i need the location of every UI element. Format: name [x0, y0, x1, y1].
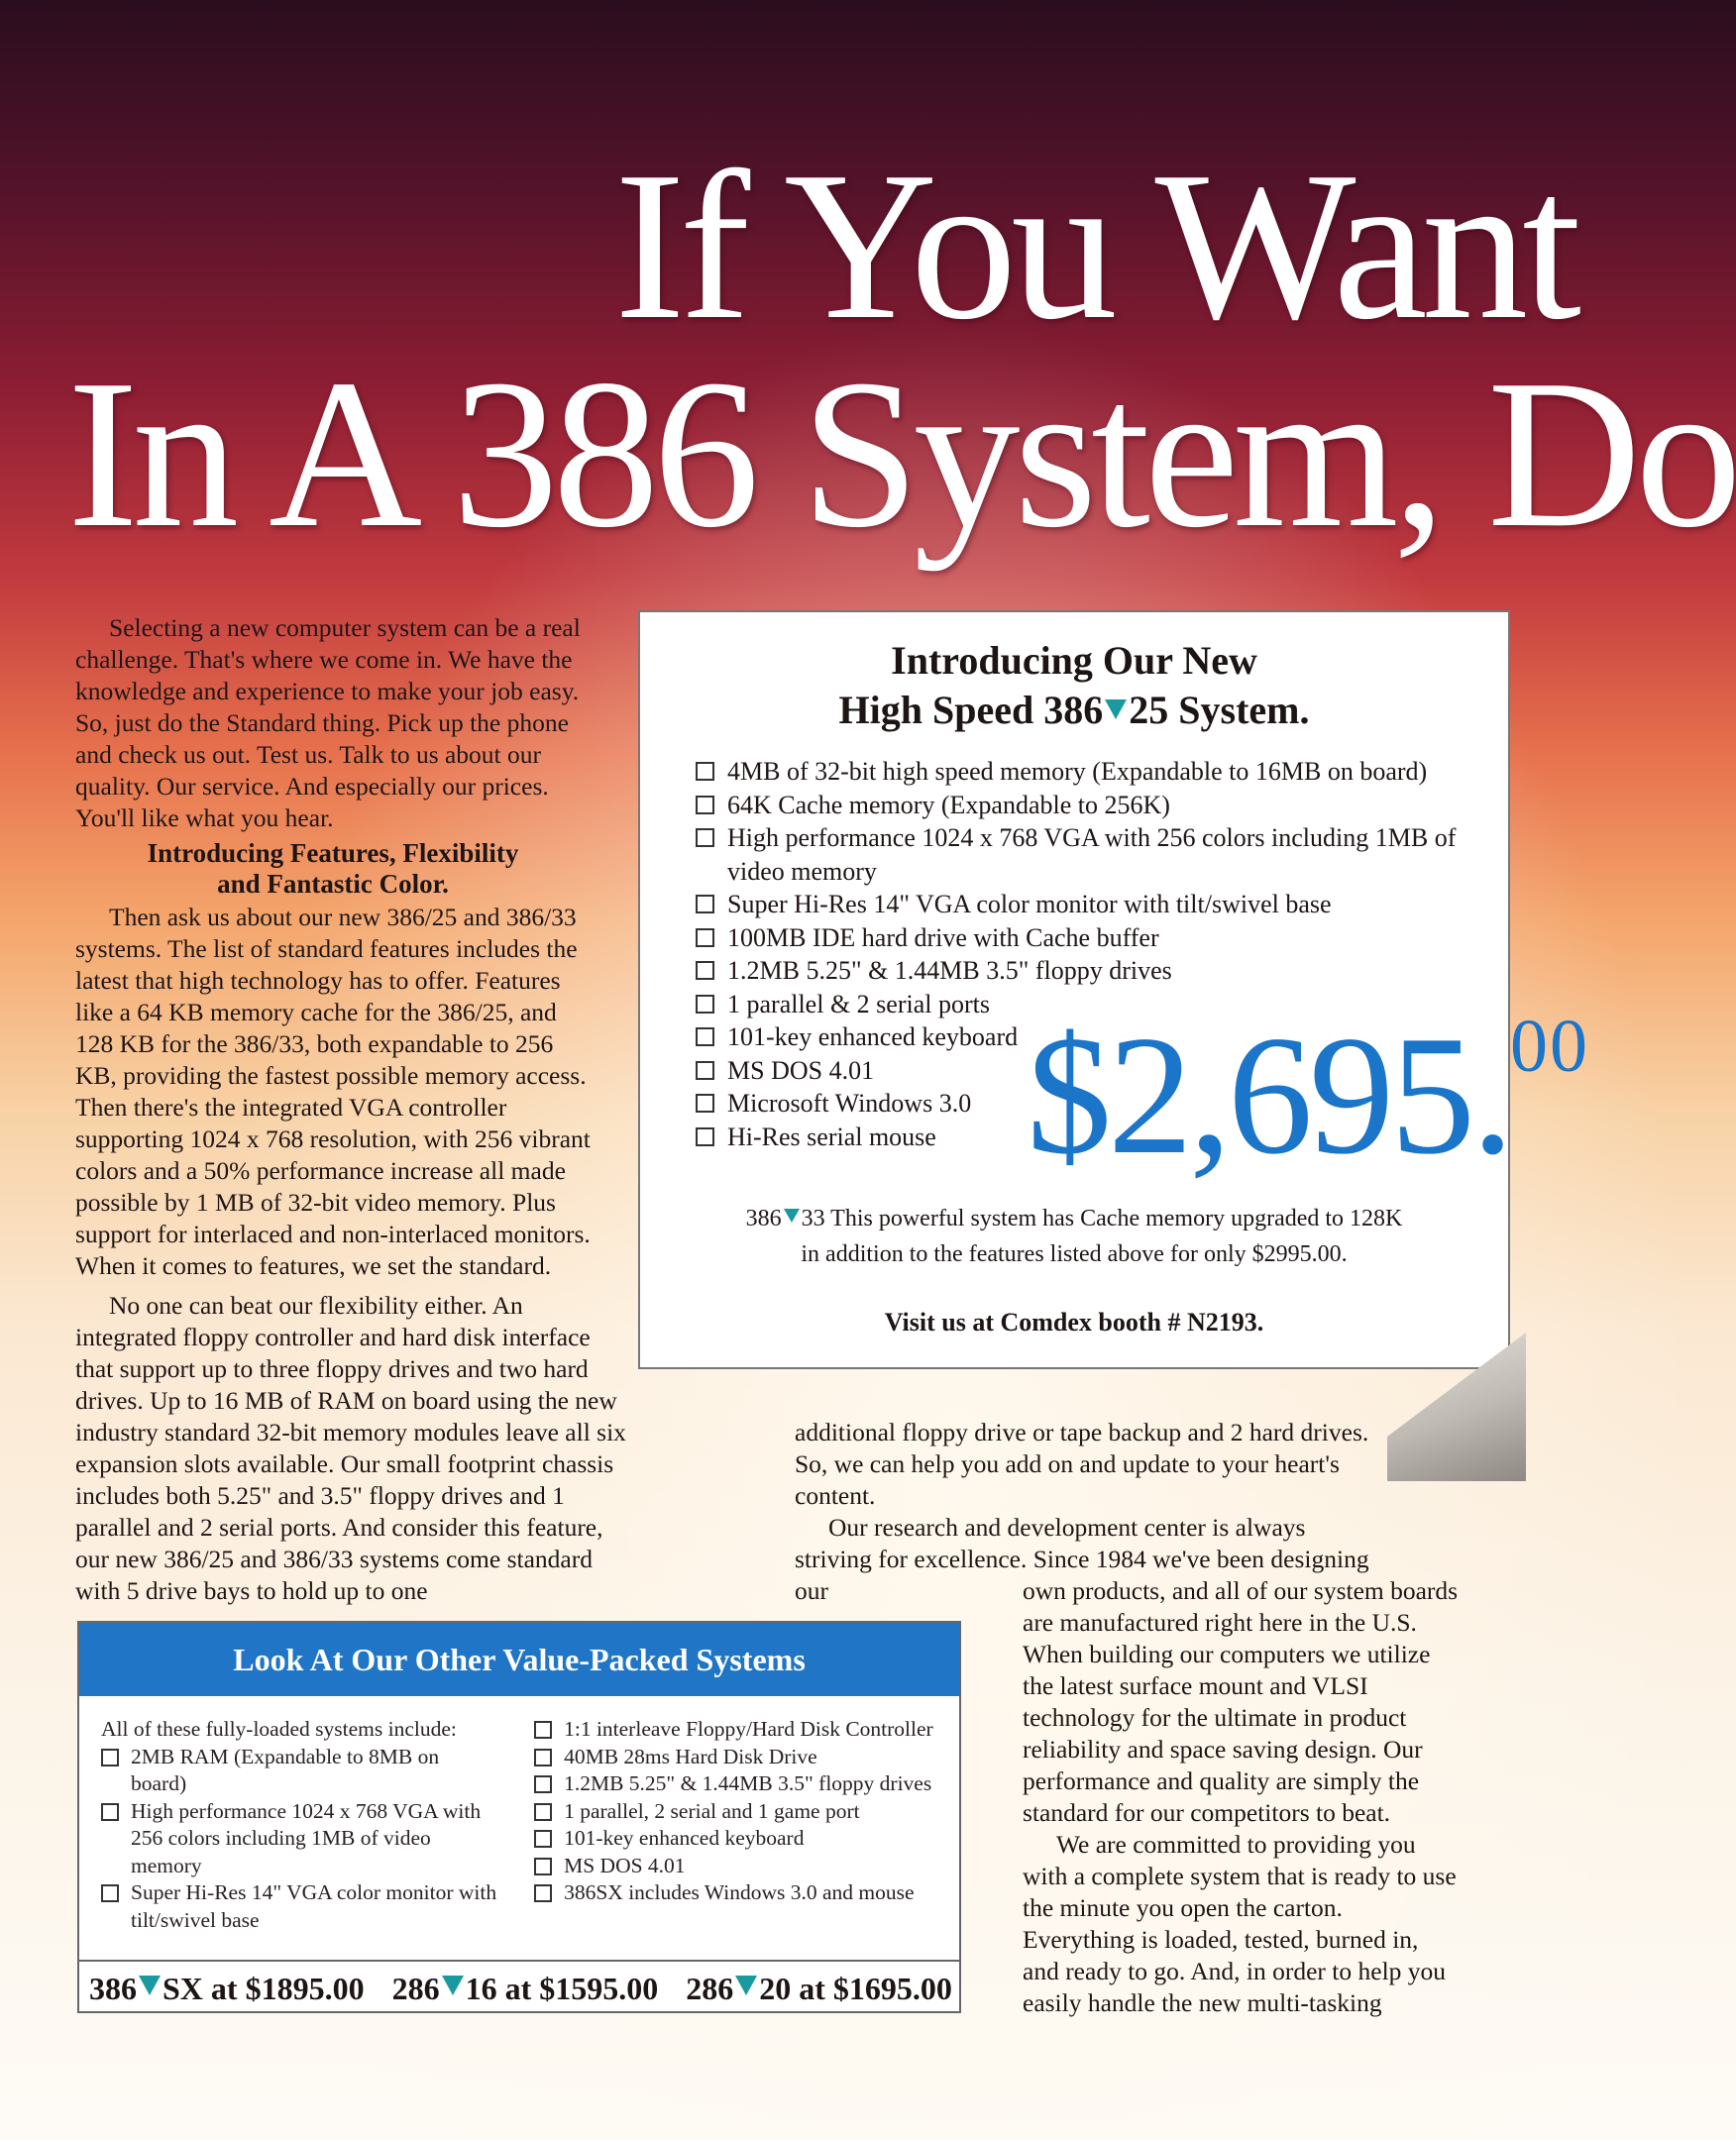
model-speed-label: 25 System. — [1129, 688, 1310, 732]
feature-item — [696, 821, 1498, 888]
list-item-text: Super Hi-Res 14" VGA color monitor with tilt/swivel base — [131, 1880, 497, 1932]
list-item — [534, 1853, 943, 1880]
list-item — [534, 1879, 943, 1907]
list-item — [101, 1798, 498, 1880]
headline-line-2: In A 386 System, Do — [67, 335, 1736, 572]
checkbox-icon — [534, 1803, 552, 1821]
other-systems-heading: Look At Our Other Value-Packed Systems — [79, 1623, 959, 1696]
checkbox-icon — [696, 928, 714, 947]
other-systems-left — [101, 1716, 498, 1934]
subheading-line-2: and Fantastic Color. — [217, 869, 449, 899]
other-systems-intro: All of these fully-loaded systems include: — [101, 1717, 457, 1741]
list-item-text: High performance 1024 x 768 VGA with 256 colors including 1MB of video memory — [131, 1798, 482, 1877]
features-paragraph: Then ask us about our new 386/25 and 386/33 systems. The list of standard features includes the latest that high technology has to offer. Features like a 64 KB memory cache for the 386/25, and 128 KB for the 386/33, both expandable to 256 KB, providing the fastest possible memory access. Then there's the integrated VGA controller supporting 1024 x 768 resolution, with 256 vibrant colors and a 50% performance increase all made possible by 1 MB of 32-bit video memory. Plus support for interlaced and non-interlaced monitors. When it comes to features, we set the standard. — [75, 903, 591, 1280]
flexibility-column — [75, 1290, 630, 1607]
features-subheading — [75, 838, 591, 900]
feature-item-text: Super Hi-Res 14" VGA color monitor with tilt/swivel base — [727, 890, 1332, 918]
checkbox-icon — [696, 1061, 714, 1080]
other-systems-columns — [101, 1716, 943, 1934]
checkbox-icon — [696, 828, 714, 847]
note-model: 386 — [745, 1206, 782, 1231]
model-label: High Speed 386 — [838, 688, 1104, 732]
left-column — [75, 612, 591, 1282]
price-dollars: $2,695. — [1027, 1002, 1510, 1190]
checkbox-icon — [534, 1775, 552, 1793]
list-item — [534, 1770, 943, 1798]
checkbox-icon — [534, 1721, 552, 1739]
feature-item — [696, 789, 1498, 822]
checkbox-icon — [696, 1127, 714, 1146]
headline-line-1: If You Want — [614, 127, 1575, 364]
list-item — [534, 1716, 943, 1744]
checkbox-icon — [101, 1749, 119, 1766]
price-suffix: 16 at $1595.00 — [465, 1971, 659, 2006]
continuation-paragraph: additional floppy drive or tape backup and 2 hard drives. So, we can help you add on and update to your heart's content. — [795, 1418, 1369, 1510]
list-item-text: 1 parallel, 2 serial and 1 game port — [564, 1798, 860, 1823]
intro-paragraph: Selecting a new computer system can be a real challenge. That's where we come in. We have the knowledge and experience to make your job easy. So, just do the Standard thing. Pick up the phone and check us out. Test us. Talk to us about our quality. Our service. And especially our prices. You'll like what you hear. — [75, 613, 581, 832]
price-item-286-20 — [686, 1971, 952, 2006]
list-item — [534, 1798, 943, 1826]
list-item — [101, 1744, 498, 1798]
other-systems-prices — [79, 1964, 959, 2013]
checkbox-icon — [101, 1803, 119, 1821]
triangle-icon — [139, 1976, 161, 1995]
feature-item-text: 64K Cache memory (Expandable to 256K) — [727, 790, 1170, 819]
feature-item-text: 4MB of 32-bit high speed memory (Expandable to 16MB on board) — [727, 757, 1428, 786]
price-model: 386 — [89, 1971, 137, 2006]
list-item-text: 1:1 interleave Floppy/Hard Disk Controller — [564, 1717, 933, 1741]
divider — [79, 1960, 959, 1962]
list-item-text: 1.2MB 5.25" & 1.44MB 3.5" floppy drives — [564, 1771, 932, 1795]
research-paragraph-start: Our research and development center is always striving for excellence. Since 1984 we've been designing our — [795, 1513, 1369, 1605]
feature-item — [696, 755, 1498, 789]
price-suffix: SX at $1895.00 — [163, 1971, 365, 2006]
triangle-icon — [735, 1976, 757, 1995]
checkbox-icon — [534, 1830, 552, 1848]
list-item — [101, 1879, 498, 1934]
checkbox-icon — [696, 961, 714, 980]
feature-item-text: 1.2MB 5.25" & 1.44MB 3.5" floppy drives — [727, 956, 1172, 985]
note-model-suffix: 33 — [801, 1206, 825, 1231]
checkbox-icon — [696, 895, 714, 913]
feature-box-title — [640, 636, 1508, 735]
upgrade-note-line-2: in addition to the features listed above for only $2995.00. — [801, 1241, 1348, 1267]
upgrade-note — [640, 1201, 1508, 1272]
checkbox-icon — [696, 995, 714, 1014]
list-item-text: 386SX includes Windows 3.0 and mouse — [564, 1880, 915, 1904]
list-item — [534, 1825, 943, 1853]
list-item — [534, 1744, 943, 1771]
feature-title-line-1: Introducing Our New — [891, 638, 1257, 683]
feature-title-line-2 — [640, 686, 1508, 735]
other-left-list — [101, 1744, 498, 1935]
note-text-1: This powerful system has Cache memory upgraded to 128K — [830, 1206, 1403, 1231]
checkbox-icon — [101, 1884, 119, 1902]
feature-box — [638, 610, 1589, 1369]
flexibility-paragraph: No one can beat our flexibility either. An integrated floppy controller and hard disk interface that support up to three floppy drives and two hard drives. Up to 16 MB of RAM on board using the new industry standard 32-bit memory modules leave all six expansion slots available. Our small footprint chassis includes both 5.25" and 3.5" floppy drives and 1 parallel and 2 serial ports. And consider this feature, our new 386/25 and 386/33 systems come standard with 5 drive bays to hold up to one — [75, 1291, 626, 1605]
feature-item-text: Hi-Res serial mouse — [727, 1122, 936, 1151]
checkbox-icon — [696, 762, 714, 781]
checkbox-icon — [534, 1749, 552, 1766]
list-item-text: 101-key enhanced keyboard — [564, 1826, 805, 1850]
upgrade-note-line-1 — [640, 1201, 1508, 1236]
checkbox-icon — [534, 1858, 552, 1875]
price — [1027, 1002, 1589, 1190]
comdex-visit: Visit us at Comdex booth # N2193. — [884, 1308, 1264, 1337]
right-column — [1023, 1575, 1459, 2019]
committed-paragraph: We are committed to providing you with a complete system that is ready to use the minute you open the carton. Everything is loaded, tested, burned in, and ready to go. And, in order to help you easily handle the new multi-tasking — [1023, 1830, 1457, 2017]
checkbox-icon — [534, 1884, 552, 1902]
feature-item — [696, 921, 1498, 955]
feature-item — [696, 954, 1498, 988]
price-cents: 00 — [1510, 1005, 1589, 1088]
research-paragraph-end: own products, and all of our system boards are manufactured right here in the U.S. When building our computers we utilize the latest surface mount and VLSI technology for the ultimate in product reliability and space saving design. Our performance and quality are simply the standard for our competitors to beat. — [1023, 1576, 1459, 1827]
other-right-list — [534, 1716, 943, 1907]
price-model: 286 — [686, 1971, 734, 2006]
feature-item-text: Microsoft Windows 3.0 — [727, 1089, 972, 1118]
other-systems-right — [534, 1716, 943, 1934]
list-item-text: MS DOS 4.01 — [564, 1853, 686, 1877]
list-item-text: 40MB 28ms Hard Disk Drive — [564, 1744, 817, 1768]
checkbox-icon — [696, 1027, 714, 1046]
checkbox-icon — [696, 1094, 714, 1113]
feature-item-text: 100MB IDE hard drive with Cache buffer — [727, 922, 1159, 952]
feature-item-text: High performance 1024 x 768 VGA with 256 colors including 1MB of video memory — [727, 823, 1457, 886]
price-item-286-16 — [392, 1971, 659, 2006]
price-model: 286 — [391, 1971, 440, 2006]
feature-item-text: 101-key enhanced keyboard — [727, 1022, 1019, 1051]
checkbox-icon — [696, 796, 714, 814]
subheading-line-1: Introducing Features, Flexibility — [147, 838, 519, 868]
feature-item-text: MS DOS 4.01 — [727, 1055, 875, 1085]
triangle-icon — [1105, 699, 1127, 719]
price-item-386sx — [89, 1971, 365, 2006]
triangle-icon — [442, 1976, 464, 1995]
other-systems-box — [77, 1621, 961, 2013]
price-suffix: 20 at $1695.00 — [759, 1971, 952, 2006]
feature-item-text: 1 parallel & 2 serial ports — [727, 989, 990, 1018]
list-item-text: 2MB RAM (Expandable to 8MB on board) — [131, 1744, 440, 1795]
feature-item — [696, 888, 1498, 921]
triangle-icon — [784, 1209, 800, 1223]
